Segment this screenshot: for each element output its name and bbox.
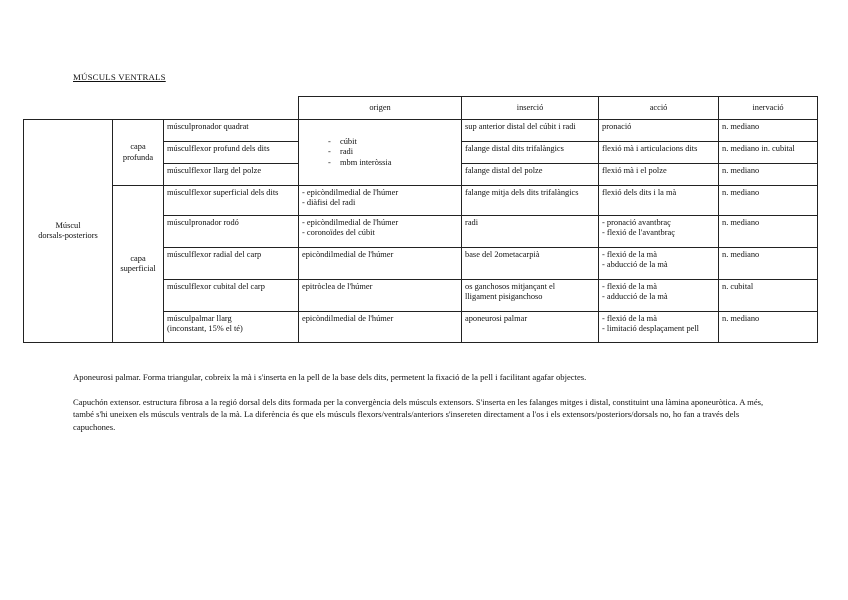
insertion: falange distal dits trifalàngics (462, 142, 599, 164)
muscle-name: músculpalmar llarg (inconstant, 15% el té) (164, 312, 299, 343)
insertion: os ganchosos mitjançant el lligament pisiganchoso (462, 280, 599, 312)
layer-label-profunda: capa profunda (113, 120, 164, 186)
header-inervacio: inervació (719, 97, 818, 120)
insertion: radi (462, 216, 599, 248)
table-header-row (24, 97, 818, 120)
muscle-name: músculflexor superficial dels dits (164, 186, 299, 216)
innervation: n. mediano in. cubital (719, 142, 818, 164)
insertion: sup anterior distal del cúbit i radi (462, 120, 599, 142)
muscle-name: músculflexor profund dels dits (164, 142, 299, 164)
table-row (24, 120, 818, 142)
innervation: n. mediano (719, 120, 818, 142)
muscles-table (23, 96, 818, 343)
header-insercio: inserció (462, 97, 599, 120)
origin: epicòndilmedial de l'húmer (299, 312, 462, 343)
insertion: base del 2ometacarpià (462, 248, 599, 280)
action: - flexió de la mà - abducció de la mà (599, 248, 719, 280)
layer-label-superficial: capa superficial (113, 186, 164, 343)
insertion: falange distal del polze (462, 164, 599, 186)
origin: - epicòndilmedial de l'húmer - coronoïdes del cúbit (299, 216, 462, 248)
action: - flexió de la mà - adducció de la mà (599, 280, 719, 312)
origin: epitròclea de l'húmer (299, 280, 462, 312)
innervation: n. mediano (719, 312, 818, 343)
origin: epicòndilmedial de l'húmer (299, 248, 462, 280)
innervation: n. mediano (719, 164, 818, 186)
header-accio: acció (599, 97, 719, 120)
note-capuchon-extensor: Capuchón extensor. estructura fibrosa a la regió dorsal dels dits formada per la convergència dels músculs extensors. S'inserta en les falanges mitges i distal, constituint una làmina aponeuròtica. A més, també s'hi uneixen els músculs ventrals de la mà. La diferència és que els músculs flexors/ventrals/anteriors s'insereten directament a l'os i els extensors/posteriors/dorsals no, ho fan a través dels capuchones. (73, 397, 764, 432)
table-row (24, 186, 818, 216)
region-label: Múscul dorsals-posteriors (24, 120, 113, 343)
insertion: aponeurosi palmar (462, 312, 599, 343)
action: pronació (599, 120, 719, 142)
insertion: falange mitja dels dits trifalàngics (462, 186, 599, 216)
innervation: n. mediano (719, 186, 818, 216)
innervation: n. mediano (719, 216, 818, 248)
action: - flexió de la mà - limitació desplaçament pell (599, 312, 719, 343)
muscle-name: músculflexor cubital del carp (164, 280, 299, 312)
muscle-name: músculpronador quadrat (164, 120, 299, 142)
muscle-name: músculflexor radial del carp (164, 248, 299, 280)
action: flexió mà i el polze (599, 164, 719, 186)
muscle-name: músculflexor llarg del polze (164, 164, 299, 186)
innervation: n. mediano (719, 248, 818, 280)
page-title: MÚSCULS VENTRALS (73, 72, 166, 82)
header-origen: origen (299, 97, 462, 120)
action: flexió mà i articulacions dits (599, 142, 719, 164)
innervation: n. cubital (719, 280, 818, 312)
note-aponeurosi-palmar: Aponeurosi palmar. Forma triangular, cobreix la mà i s'inserta en la pell de la base dels dits, permetent la fixació de la pell i facilitant agafar objectes. (73, 372, 587, 382)
header-blank-cell (24, 97, 299, 120)
muscle-name: músculpronador rodó (164, 216, 299, 248)
action: - pronació avantbraç - flexió de l'avantbraç (599, 216, 719, 248)
origin-shared: - cúbit - radi - mbm interòssia (299, 120, 462, 186)
action: flexió dels dits i la mà (599, 186, 719, 216)
origin: - epicòndilmedial de l'húmer - diàfisi del radi (299, 186, 462, 216)
